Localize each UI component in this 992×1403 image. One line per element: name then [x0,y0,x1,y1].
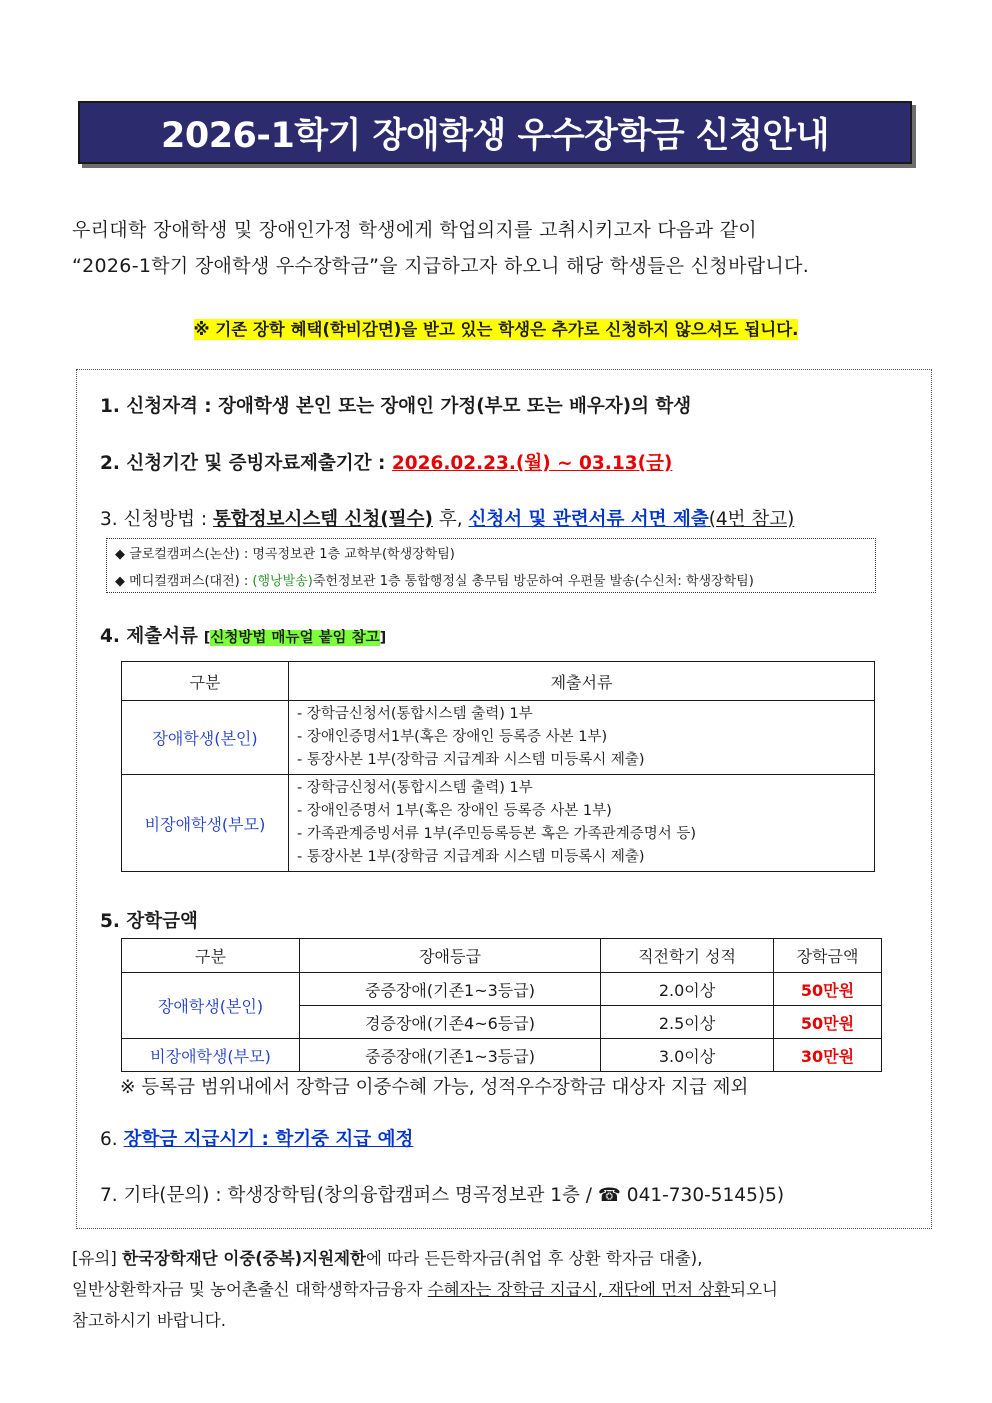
footer-note [72,1243,932,1336]
header-docs: 제출서류 [289,662,875,701]
intro-line-1: 우리대학 장애학생 및 장애인가정 학생에게 학업의지를 고취시키고자 다음과 같이 [72,219,757,241]
method-system: 통합정보시스템 신청(필수) [213,509,433,530]
header-grade: 장애등급 [300,939,601,973]
table-row [122,1039,882,1072]
header-category: 구분 [122,662,289,701]
row-category: 장애학생(본인) [122,973,300,1039]
documents-label: 4. 제출서류 [100,626,198,647]
doc-line: - 통장사본 1부(장학금 지급계좌 시스템 미등록시 제출) [297,752,645,768]
row-amount: 30만원 [774,1039,882,1072]
row-category: 비장애학생(부모) [122,775,289,872]
table-row [122,701,875,775]
notice [0,316,992,340]
item-period [100,449,672,475]
footer-f: 되오니 [730,1280,778,1299]
page-title: 2026-1학기 장애학생 우수장학금 신청안내 [78,101,912,164]
footer-line-1 [72,1243,932,1274]
item-documents [100,622,386,648]
table-row [122,775,875,872]
period-label: 2. 신청기간 및 증빙자료제출기간 : [100,453,392,474]
item-eligibility: 1. 신청자격 : 장애학생 본인 또는 장애인 가정(부모 또는 배우자)의 학생 [100,396,692,417]
payment-label: 장학금 지급시기 : 학기중 지급 예정 [123,1129,414,1150]
item-contact: 7. 기타(문의) : 학생장학팀(창의융합캠퍼스 명곡정보관 1층 / ☎ 041-730-5145)5) [100,1185,785,1206]
doc-line: - 장학금신청서(통합시스템 출력) 1부 [297,706,533,722]
campus-medical-a: ◆ 메디컬캠퍼스(대전) : [115,574,253,589]
header-amount: 장학금액 [774,939,882,973]
row-docs [289,775,875,872]
method-docs: 신청서 및 관련서류 서면 제출 [468,509,709,530]
header-category: 구분 [122,939,300,973]
notice-highlight: ※ 기존 장학 혜택(학비감면)을 받고 있는 학생은 추가로 신청하지 않으셔도 됩니다. [193,320,799,339]
method-prefix: 3. 신청방법 : [100,509,214,530]
campus-medical-pouch: (행낭발송) [252,574,313,589]
doc-line: - 통장사본 1부(장학금 지급계좌 시스템 미등록시 제출) [297,849,645,865]
tag-close: ] [379,630,387,646]
intro-text [72,212,932,284]
documents-tag-text: 신청방법 매뉴얼 붙임 참고 [210,630,380,646]
method-suffix: (4번 참고) [708,509,795,530]
amount-table [121,938,882,1072]
campus-medical-c: 죽헌정보관 1층 통합행정실 총무팀 방문하여 우편물 발송(수신처: 학생장학팀) [312,574,754,589]
row-grade: 중증장애(기존1~3등급) [300,973,601,1006]
row-score: 2.5이상 [601,1006,774,1039]
intro-line-2: “2026-1학기 장애학생 우수장학금”을 지급하고자 하오니 해당 학생들은 신청바랍니다. [72,255,810,277]
campus-medical [115,570,754,589]
doc-line: - 장애인증명서1부(혹은 장애인 등록증 사본 1부) [297,729,608,745]
row-category: 비장애학생(부모) [122,1039,300,1072]
row-grade: 경증장애(기존4~6등급) [300,1006,601,1039]
table-header-row [122,939,882,973]
amount-note: ※ 등록금 범위내에서 장학금 이중수혜 가능, 성적우수장학금 대상자 지급 제외 [120,1077,749,1098]
table-header-row [122,662,875,701]
header-score: 직전학기 성적 [601,939,774,973]
tag-open: [ [203,630,211,646]
documents-tag [204,630,387,646]
footer-c: 에 따라 든든학자금(취업 후 상환 학자금 대출), [365,1249,703,1268]
row-grade: 중증장애(기존1~3등급) [300,1039,601,1072]
row-docs [289,701,875,775]
footer-b: 한국장학재단 이중(중복)지원제한 [122,1249,366,1268]
doc-line: - 장학금신청서(통합시스템 출력) 1부 [297,780,533,796]
period-date: 2026.02.23.(월) ~ 03.13(금) [391,453,673,474]
footer-e: 수혜자는 장학금 지급시, 재단에 먼저 상환 [427,1280,731,1299]
item-payment [100,1125,413,1151]
documents-table [121,661,875,872]
footer-d: 일반상환학자금 및 농어촌출신 대학생학자금융자 [72,1280,428,1299]
campus-glocal: ◆ 글로컬캠퍼스(논산) : 명곡정보관 1층 교학부(학생장학팀) [115,547,455,562]
doc-line: - 가족관계증빙서류 1부(주민등록등본 혹은 가족관계증명서 등) [297,826,696,842]
row-score: 2.0이상 [601,973,774,1006]
row-amount: 50만원 [774,1006,882,1039]
payment-prefix: 6. [100,1129,124,1150]
footer-line-3: 참고하시기 바랍니다. [72,1311,226,1330]
row-category: 장애학생(본인) [122,701,289,775]
item-method [100,505,794,531]
campus-box [106,538,876,593]
item-amount: 5. 장학금액 [100,911,198,932]
table-row [122,973,882,1006]
row-amount: 50만원 [774,973,882,1006]
doc-line: - 장애인증명서 1부(혹은 장애인 등록증 사본 1부) [297,803,612,819]
footer-a: [유의] [72,1249,122,1268]
row-score: 3.0이상 [601,1039,774,1072]
method-mid: 후, [432,509,469,530]
footer-line-2 [72,1274,932,1305]
